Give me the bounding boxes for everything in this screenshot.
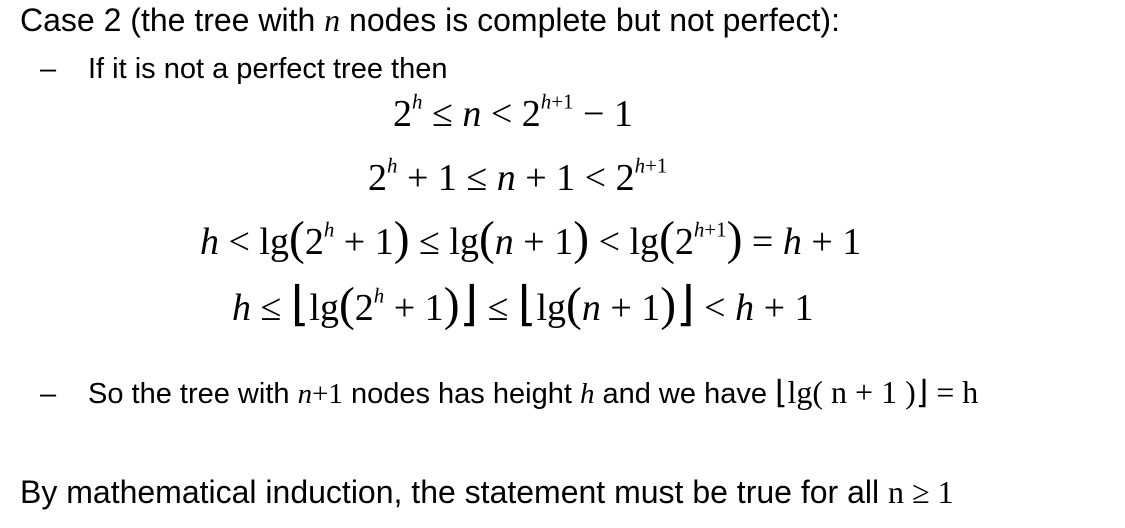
conclusion-formula: n ≥ 1 (887, 474, 954, 510)
bullet2-h: h (579, 378, 595, 410)
bullet2-plus-one: +1 (312, 378, 343, 410)
equation-3-visual: $h < \lg(2^h + 1) \le \lg(n + 1) < \lg(2^{h+1}) = h + 1$ (200, 213, 862, 265)
equation-4 (232, 279, 814, 331)
equation-1-visual: $2^h \le n < 2^{h+1} - 1$ (393, 89, 633, 135)
bullet-dash: – (40, 53, 57, 85)
bullet2-part3: and we have (594, 378, 776, 410)
equation-4-visual: $h \le ⌊\lg(2^h$ + 1)⌋ ≤ ⌊lg(n + 1)⌋ < h + 1 (232, 279, 814, 331)
bullet-dash: – (40, 378, 57, 410)
equation-2-visual: $2^h + 1 \le n + 1 < 2^{h+1}$ (368, 153, 668, 199)
conclusion-text: By mathematical induction, the statement must be true for all (20, 474, 888, 510)
bullet-height-result (40, 373, 978, 411)
bullet2-n: n (297, 378, 313, 410)
bullet2-part1: So the tree with (88, 378, 298, 410)
bullet-perfect-tree (40, 53, 447, 86)
heading-prefix: Case 2 (the tree with (20, 2, 325, 38)
equation-1 (393, 89, 633, 136)
bullet-text: If it is not a perfect tree then (88, 53, 448, 85)
bullet2-part2: nodes has height (342, 378, 580, 410)
case-heading (20, 2, 840, 39)
bullet2-formula: ⌊lg( n + 1 )⌋ = h (775, 374, 979, 410)
equation-3 (200, 213, 862, 265)
heading-suffix: nodes is complete but not perfect): (340, 2, 840, 38)
conclusion (20, 474, 954, 511)
equation-2 (368, 153, 668, 200)
heading-variable-n: n (324, 2, 341, 38)
